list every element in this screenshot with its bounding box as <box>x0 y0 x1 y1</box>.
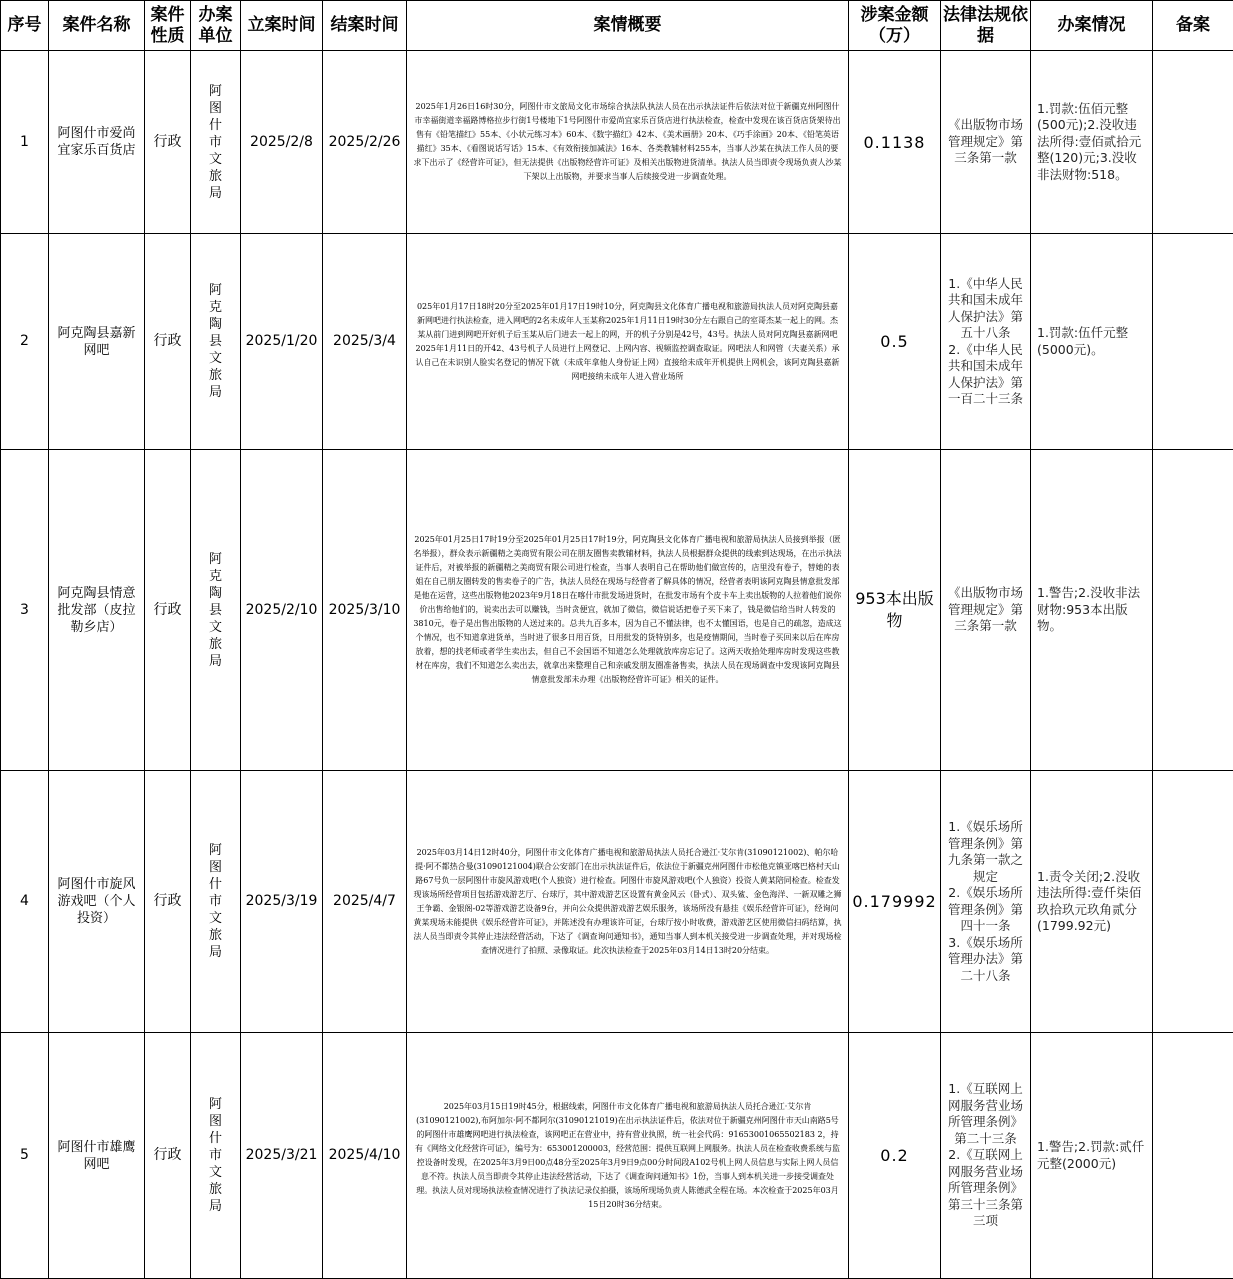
header-filed: 立案时间 <box>241 1 323 51</box>
cell-note <box>1153 450 1233 771</box>
cell-law: 1.《娱乐场所管理条例》第九条第一款之规定 2.《娱乐场所管理条例》第四十一条 3.《娱乐场所管理办法》第二十八条 <box>941 771 1031 1033</box>
header-name: 案件名称 <box>49 1 145 51</box>
cell-amount: 0.5 <box>849 234 941 450</box>
table-row <box>1 51 1233 234</box>
cell-unit: 阿克陶县文旅局 <box>191 234 241 450</box>
header-idx: 序号 <box>1 1 49 51</box>
cell-summary: 2025年03月14日12时40分，阿图什市文化体育广播电视和旅游局执法人员托合逊江·艾尔肯(31090121002)、帕尔哈提·阿不都热合曼(31090121004)联合公安部门在出示执法证件后，依法位于新疆克州阿图什市松他克镇亚喀巴格村天山路67号负一层阿图什市旋风游戏吧(个人独资）进行检查。阿图什市旋风游戏吧(个人独资）投资人黄某陪同检查。检查发现该场所经营项目包括游戏游艺厅、台球厅，其中游戏游艺区设置有黄金风云（卧式）、双头鲨、金色海洋、一新双雕之狮王争霸、金银阁-02等游戏游艺设备9台，并向公众提供游戏游艺娱乐服务，该场所没有悬挂《娱乐经营许可证》，经询问黄某现场未能提供《娱乐经营许可证》，并陈述没有办理该许可证，台球厅按小时收费，游戏游艺区使用微信扫码结算，执法人员当即责令其停止违法经营活动，下达了《调查询问通知书》，通知当事人到本机关接受进一步调查处理，并对现场检查情况进行了拍照、录像取证。此次执法检查于2025年03月14日13时20分结束。 <box>407 771 849 1033</box>
cell-note <box>1153 51 1233 234</box>
cell-type: 行政 <box>145 51 191 234</box>
cell-result: 1.警告;2.罚款:贰仟元整(2000元) <box>1031 1033 1153 1279</box>
cell-filed: 2025/1/20 <box>241 234 323 450</box>
cell-amount: 0.1138 <box>849 51 941 234</box>
cell-idx: 4 <box>1 771 49 1033</box>
cell-name: 阿图什市雄鹰网吧 <box>49 1033 145 1279</box>
cell-note <box>1153 234 1233 450</box>
cell-filed: 2025/2/10 <box>241 450 323 771</box>
cell-name: 阿图什市旋风游戏吧（个人投资） <box>49 771 145 1033</box>
cell-idx: 3 <box>1 450 49 771</box>
cell-amount: 953本出版物 <box>849 450 941 771</box>
cell-note <box>1153 1033 1233 1279</box>
cell-amount: 0.2 <box>849 1033 941 1279</box>
header-row <box>1 1 1233 51</box>
cell-law: 1.《互联网上网服务营业场所管理条例》第二十三条 2.《互联网上网服务营业场所管理条例》第三十三条第三项 <box>941 1033 1031 1279</box>
cell-summary: 025年01月17日18时20分至2025年01月17日19时10分，阿克陶县文化体育广播电视和旅游局执法人员对阿克陶县嘉新网吧进行执法检查，进入网吧的2名未成年人玉某称2025年1月11日19时30分左右跟自己的室哥杰某一起上的网。杰某从前门进到网吧开好机子后玉某从后门进去一起上的网，开的机子分别是42号，43号。执法人员对阿克陶县嘉新网吧2025年1月11日的开42、43号机子人员进行上网登记、上网内容、视频监控调查取证。网吧法人和网管（夫妻关系）承认自己在未识别人脸实名登记的情况下就（未成年拿他人身份证上网）直接给未成年开机提供上网机会，该阿克陶县嘉新网吧接纳未成年人进入营业场所 <box>407 234 849 450</box>
cell-note <box>1153 771 1233 1033</box>
cell-closed: 2025/3/10 <box>323 450 407 771</box>
cell-law: 《出版物市场管理规定》第三条第一款 <box>941 51 1031 234</box>
cell-filed: 2025/2/8 <box>241 51 323 234</box>
cell-type: 行政 <box>145 450 191 771</box>
cell-unit: 阿图什市文旅局 <box>191 1033 241 1279</box>
cell-name: 阿克陶县情意批发部（皮拉勒乡店） <box>49 450 145 771</box>
table-row <box>1 771 1233 1033</box>
cell-result: 1.责令关闭;2.没收违法所得:壹仟柒佰玖拾玖元玖角贰分(1799.92元) <box>1031 771 1153 1033</box>
cell-law: 1.《中华人民共和国未成年人保护法》第五十八条 2.《中华人民共和国未成年人保护法》第一百二十三条 <box>941 234 1031 450</box>
header-note: 备案 <box>1153 1 1233 51</box>
cell-unit: 阿图什市文旅局 <box>191 771 241 1033</box>
cell-closed: 2025/2/26 <box>323 51 407 234</box>
cell-filed: 2025/3/19 <box>241 771 323 1033</box>
header-type: 案件性质 <box>145 1 191 51</box>
cell-closed: 2025/4/10 <box>323 1033 407 1279</box>
cell-closed: 2025/3/4 <box>323 234 407 450</box>
cell-type: 行政 <box>145 1033 191 1279</box>
header-result: 办案情况 <box>1031 1 1153 51</box>
cell-law: 《出版物市场管理规定》第三条第一款 <box>941 450 1031 771</box>
header-amount: 涉案金额（万） <box>849 1 941 51</box>
cell-idx: 2 <box>1 234 49 450</box>
cell-summary: 2025年03月15日19时45分，根据线索，阿图什市文化体育广播电视和旅游局执法人员托合逊江·艾尔肯(31090121002),布阿加尔·阿不都阿尔(31090121019)在出示执法证件后，依法对位于新疆克州阿图什市天山南路5号的阿图什市雄鹰网吧进行执法检查，该网吧正在营业中，持有营业执照，统一社会代码：91653001065502183 2，持有《网络文化经营许可证》，编号为：653001200003，经营范围：提供互联网上网服务。执法人员在检查收费系统与监控设备时发现，在2025年3月9日00点48分至2025年3月9日9点00分时间段A102号机上网人员信息与实际上网人员信息不符。执法人员当即责令其停止违法经营活动，下达了《调查询问通知书》1份，当事人到本机关进一步接受调查处理。执法人员对现场执法检查情况进行了执法记录仪拍摄，该场所现场负责人陈德武全程在场。本次检查于2025年03月15日20时36分结束。 <box>407 1033 849 1279</box>
table-row <box>1 234 1233 450</box>
header-law: 法律法规依据 <box>941 1 1031 51</box>
cell-amount: 0.179992 <box>849 771 941 1033</box>
header-summary: 案情概要 <box>407 1 849 51</box>
table-row <box>1 450 1233 771</box>
cell-summary: 2025年01月25日17时19分至2025年01月25日17时19分，阿克陶县文化体育广播电视和旅游局执法人员接到举报（匿名举报），群众表示新疆精之美商贸有限公司在朋友圈售卖教辅材料，执法人员根据群众提供的线索到达现场，在出示执法证件后，对被举报的新疆精之美商贸有限公司进行检查，当事人表明自己在帮助他们做宣传的，店里没有卷子，替她的表姐在自己朋友圈转发的售卖卷子的广告，执法人员经在现场与经营者了解具体的情况，经营者表明该阿克陶县情意批发部是他在运营，这些出版物他2023年9月18日在喀什市批发场进货时，在批发市场有个皮卡车上卖出版物的人拉着他们说你价出售给他们的，说卖出去可以赚钱，当时贪便宜，就加了微信，微信说话把卷子买下来了，钱是微信给当时人转发的3810元，卷子是出售出版物的人送过来的。总共九百多本，因为自己不懂法律，也不太懂国语，也是自己的疏忽，造成这个情况，也不知道拿进货单，当时进了很多日用百货，日用批发的货特别多，也是疫情期间，当时卷子买回来以后在库房放着，想的找老师或者学生卖出去，但自己不会国语不知道怎么处理就放库房忘记了。这两天收拾处理库房时发现这些教材在库房，我们不知道怎么卖出去，就拿出来整理自己和亲戚发朋友圈准备售卖，执法人员在现场调查中发现该阿克陶县情意批发部未办理《出版物经营许可证》相关的证件。 <box>407 450 849 771</box>
header-closed: 结案时间 <box>323 1 407 51</box>
cell-unit: 阿克陶县文旅局 <box>191 450 241 771</box>
cell-result: 1.罚款:伍佰元整(500元);2.没收违法所得:壹佰贰拾元整(120)元;3.没收非法财物:518。 <box>1031 51 1153 234</box>
table-row <box>1 1033 1233 1279</box>
cell-name: 阿图什市爱尚宜家乐百货店 <box>49 51 145 234</box>
cell-type: 行政 <box>145 771 191 1033</box>
cell-idx: 5 <box>1 1033 49 1279</box>
cell-name: 阿克陶县嘉新网吧 <box>49 234 145 450</box>
cell-summary: 2025年1月26日16时30分，阿图什市文旅局文化市场综合执法队执法人员在出示执法证件后依法对位于新疆克州阿图什市幸福街道幸福路博格拉步行街1号楼地下1号阿图什市爱尚宜家乐百货店进行执法检查，检查中发现在该百货店货架待出售有《铅笔描红》55本、《小状元练习本》60本、《数字描红》42本、《美术画册》20本、《巧手涂画》20本、《铅笔英语描红》35本、《看图说话写话》15本、《有效衔接加减法》16本、各类教辅材料255本，当事人沙某在执法工作人员的要求下出示了《经营许可证》，但无法提供《出版物经营许可证》及相关出版物进货清单。执法人员当即责令现场负责人沙某下架以上出版物，并要求当事人后续接受进一步调查处理。 <box>407 51 849 234</box>
header-unit: 办案单位 <box>191 1 241 51</box>
cell-result: 1.警告;2.没收非法财物:953本出版物。 <box>1031 450 1153 771</box>
cell-unit: 阿图什市文旅局 <box>191 51 241 234</box>
cell-type: 行政 <box>145 234 191 450</box>
cell-idx: 1 <box>1 51 49 234</box>
cell-closed: 2025/4/7 <box>323 771 407 1033</box>
cell-filed: 2025/3/21 <box>241 1033 323 1279</box>
cell-result: 1.罚款:伍仟元整(5000元)。 <box>1031 234 1153 450</box>
